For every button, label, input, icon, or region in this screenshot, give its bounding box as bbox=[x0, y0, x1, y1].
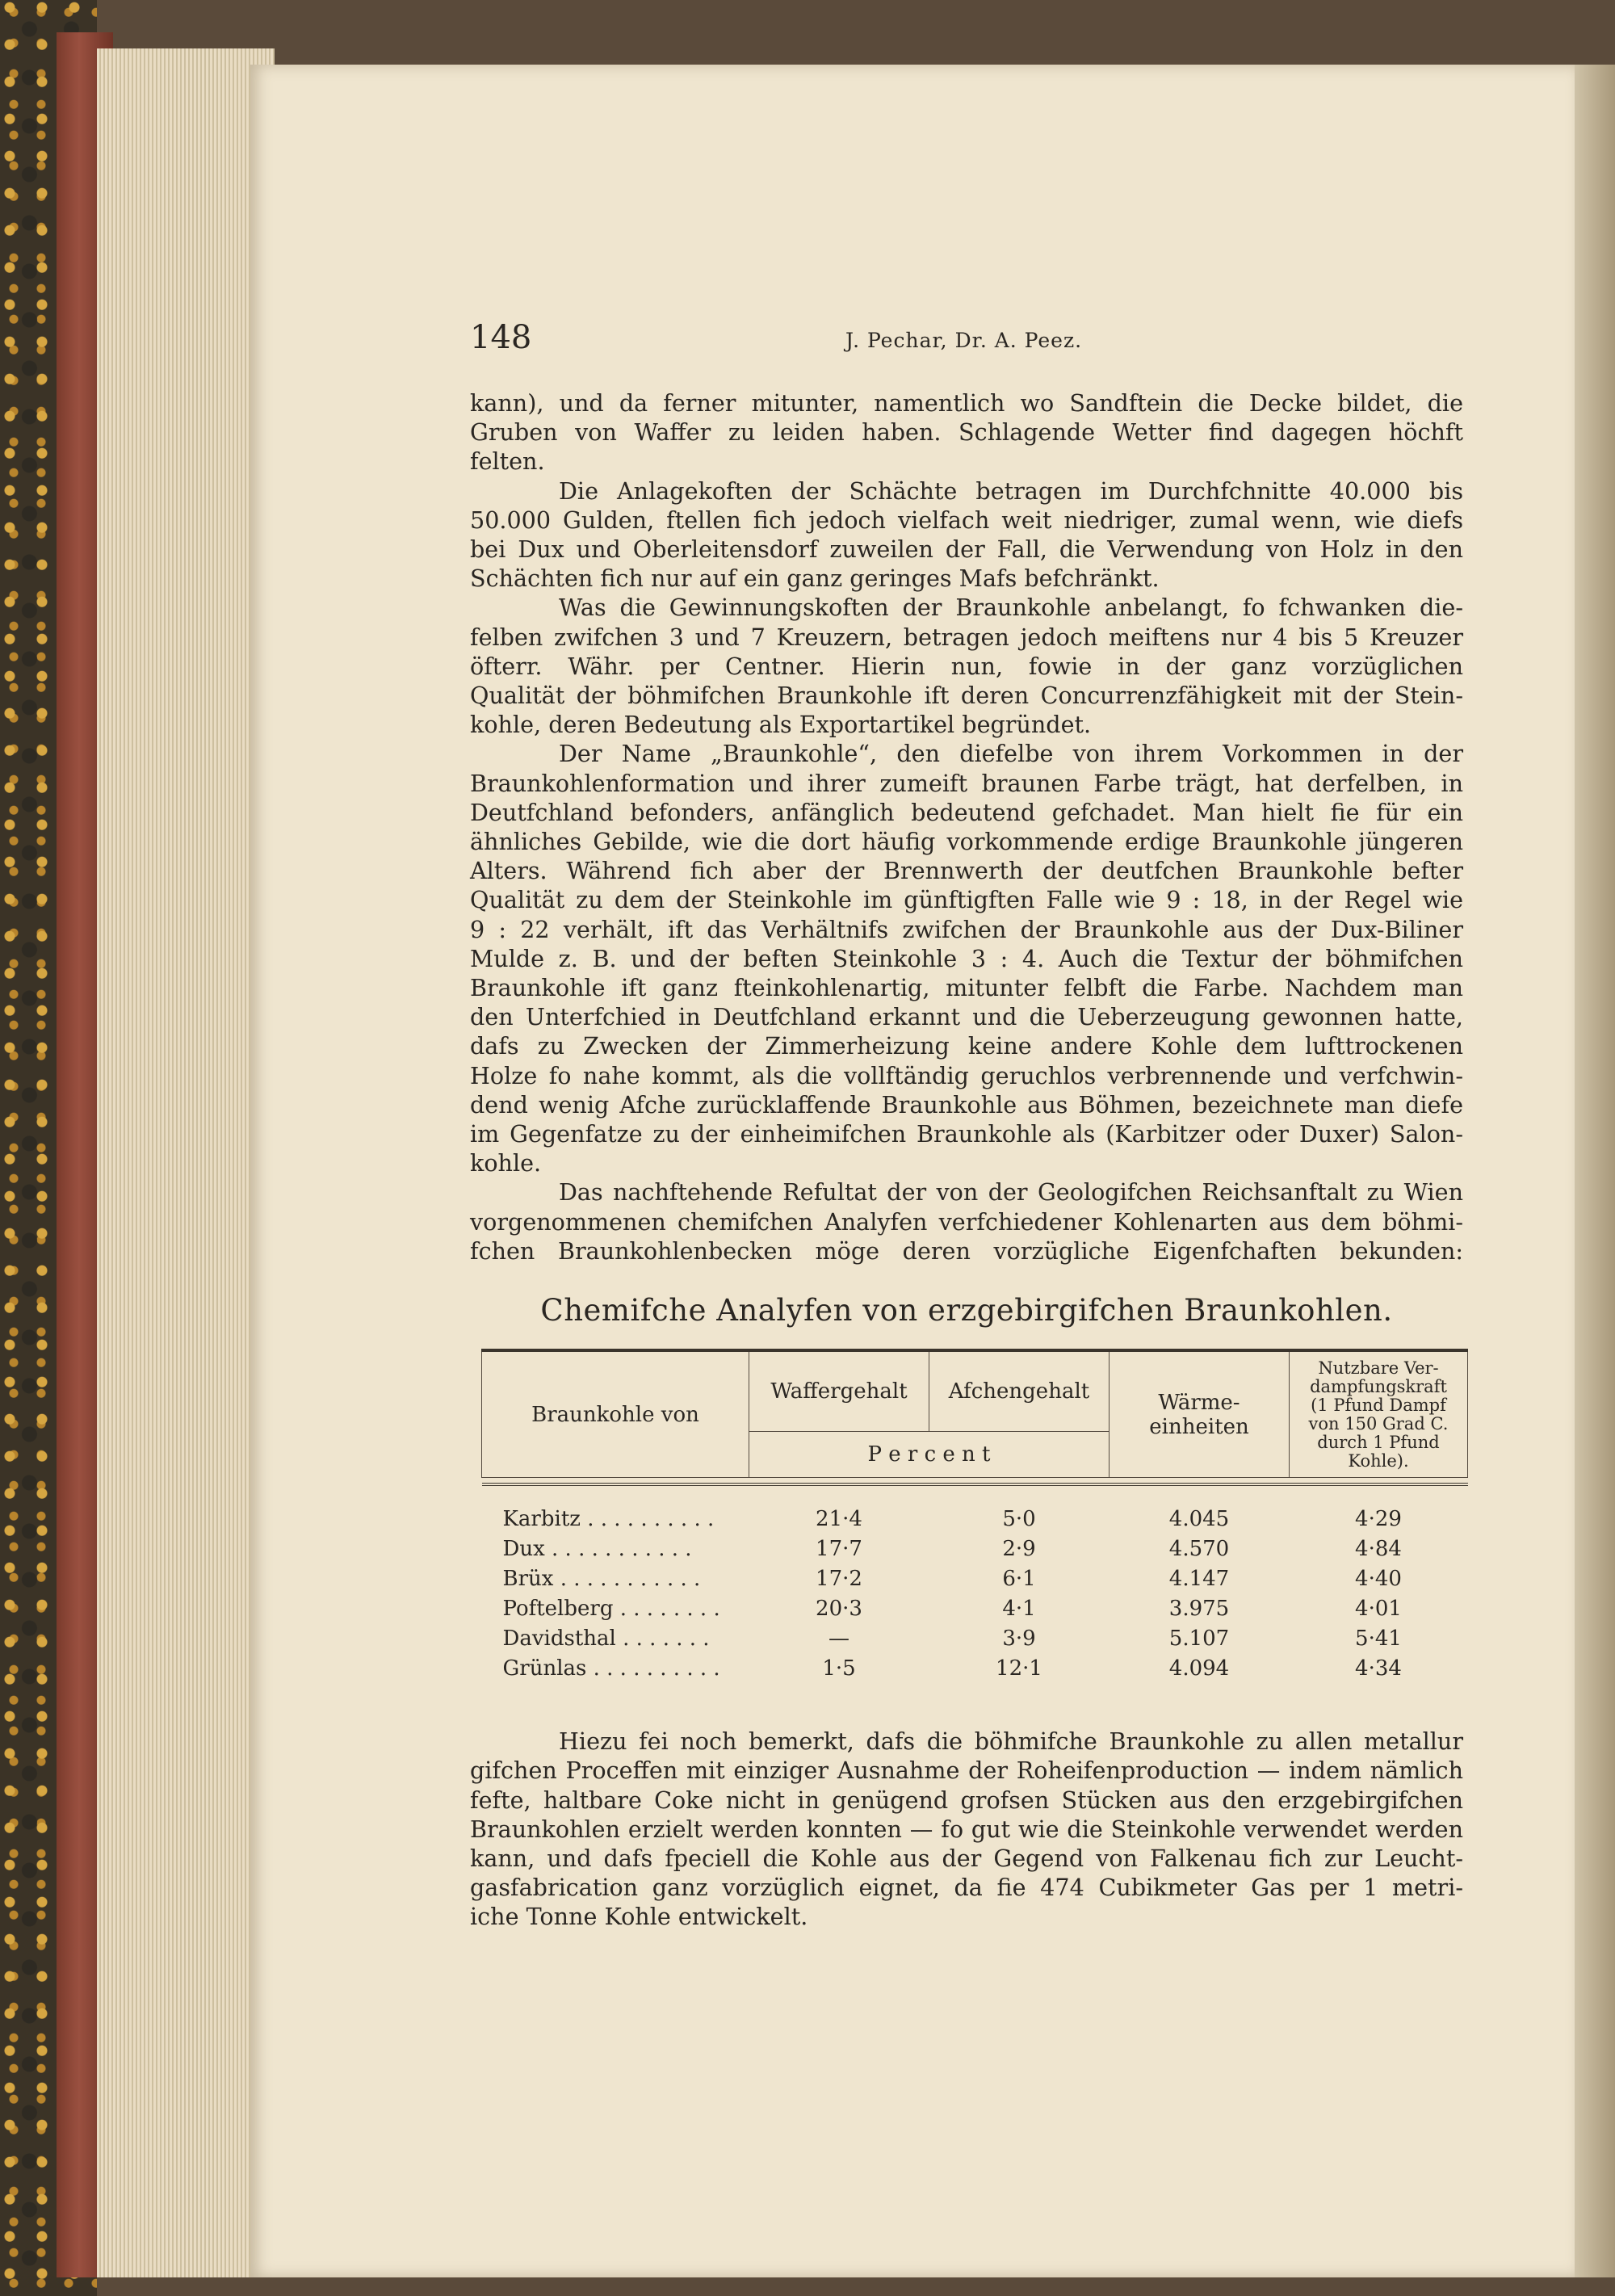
text-line: 50.000 Gulden, ftellen fich jedoch vielfach weit niedriger, zumal wenn, wie diefs bbox=[470, 506, 1463, 534]
text-line: Hiezu fei noch bemerkt, dafs die böhmifche Braunkohle zu allen metallur bbox=[559, 1727, 1463, 1756]
cell-name: Poftelberg . . . . . . . . bbox=[502, 1596, 720, 1621]
text-line: Das nachftehende Refultat der von der Geologifchen Reichsanftalt zu Wien bbox=[559, 1178, 1463, 1207]
table-title: Chemifche Analyfen von erzgebirgifchen Braunkohlen. bbox=[540, 1293, 1393, 1328]
cell-steam: 4·84 bbox=[1355, 1536, 1402, 1561]
cell-heat: 4.570 bbox=[1168, 1536, 1230, 1561]
header-steam-line-5: durch 1 Pfund bbox=[1317, 1432, 1440, 1452]
text-line: 9 : 22 verhält, ift das Verhältnifs zwifchen der Braunkohle aus der Dux-Biliner bbox=[470, 915, 1463, 943]
page-header bbox=[470, 319, 1463, 367]
text-line: kann), und da ferner mitunter, namentlich wo Sandftein die Decke bildet, die bbox=[470, 389, 1463, 417]
paragraph-4 bbox=[470, 739, 1463, 1177]
cell-ash: 2·9 bbox=[1002, 1536, 1036, 1561]
text-line: Was die Gewinnungskoften der Braunkohle anbelangt, fo fchwanken die- bbox=[559, 594, 1463, 622]
page-content bbox=[470, 319, 1463, 1932]
text-line: den Unterfchied in Deutfchland erkannt und die Ueberzeugung gewonnen hatte, bbox=[470, 1003, 1463, 1031]
text-line: iche Tonne Kohle entwickelt. bbox=[470, 1903, 808, 1931]
cell-name: Dux . . . . . . . . . . . bbox=[502, 1536, 692, 1561]
table-row bbox=[482, 1534, 1468, 1564]
text-line: Qualität der böhmifchen Braunkohle ift deren Concurrenzfähigkeit mit der Stein- bbox=[470, 682, 1463, 710]
text-line: kohle. bbox=[470, 1149, 542, 1177]
paragraph-6 bbox=[470, 1727, 1463, 1931]
text-line: kohle, deren Bedeutung als Exportartikel begründet. bbox=[470, 711, 1092, 739]
header-steam-line-6: Kohle). bbox=[1348, 1450, 1409, 1471]
cell-steam: 4·29 bbox=[1355, 1506, 1402, 1531]
paragraph-1 bbox=[470, 388, 1463, 476]
text-line: Holze fo nahe kommt, als die vollftändig geruchlos verbrennende und verfchwin- bbox=[470, 1061, 1463, 1089]
header-steam-line-1: Nutzbare Ver- bbox=[1318, 1358, 1439, 1378]
header-heat-line-1: Wärme- bbox=[1158, 1390, 1240, 1415]
cell-steam: 4·40 bbox=[1355, 1566, 1402, 1591]
analysis-table bbox=[481, 1349, 1468, 1683]
text-line: felten. bbox=[470, 447, 545, 476]
header-name: Braunkohle von bbox=[482, 1350, 749, 1478]
page-number: 148 bbox=[470, 319, 532, 356]
paragraph-5 bbox=[470, 1177, 1463, 1266]
header-heat-line-2: einheiten bbox=[1149, 1414, 1249, 1439]
cell-heat: 3.975 bbox=[1168, 1596, 1230, 1621]
text-line: öfterr. Währ. per Centner. Hierin nun, fowie in der ganz vorzüglichen bbox=[470, 652, 1463, 680]
text-line: Der Name „Braunkohle“, den diefelbe von ihrem Vorkommen in der bbox=[559, 740, 1463, 768]
text-line: gifchen Proceffen mit einziger Ausnahme der Roheifenproduction — indem nämlich bbox=[470, 1757, 1463, 1785]
cell-steam: 4·34 bbox=[1355, 1656, 1402, 1681]
cell-water: 17·7 bbox=[816, 1536, 862, 1561]
facing-page-edge bbox=[1575, 65, 1615, 2277]
text-line: dafs zu Zwecken der Zimmerheizung keine andere Kohle dem lufttrockenen bbox=[470, 1032, 1463, 1060]
text-line: Braunkohle ift ganz fteinkohlenartig, mitunter felbft die Farbe. Nachdem man bbox=[470, 974, 1463, 1002]
paragraph-2 bbox=[470, 476, 1463, 594]
page-stack bbox=[97, 48, 275, 2277]
text-line: vorgenommenen chemifchen Analyfen verfchiedener Kohlenarten aus dem böhmi- bbox=[470, 1207, 1463, 1236]
cell-ash: 3·9 bbox=[1002, 1626, 1036, 1651]
header-water: Waffergehalt bbox=[749, 1350, 929, 1432]
cell-water: 21·4 bbox=[816, 1506, 862, 1531]
cell-ash: 4·1 bbox=[1002, 1596, 1036, 1621]
cell-name: Karbitz . . . . . . . . . . bbox=[502, 1506, 715, 1531]
text-line: fchen Braunkohlenbecken möge deren vorzügliche Eigenfchaften bekunden: bbox=[470, 1236, 1463, 1265]
cell-ash: 5·0 bbox=[1002, 1506, 1036, 1531]
cell-heat: 5.107 bbox=[1168, 1626, 1230, 1651]
running-head: J. Pechar, Dr. A. Peez. bbox=[845, 329, 1083, 352]
table-row bbox=[482, 1564, 1468, 1593]
text-line: im Gegenfatze zu der einheimifchen Braunkohle als (Karbitzer oder Duxer) Salon- bbox=[470, 1120, 1463, 1148]
cell-heat: 4.147 bbox=[1168, 1566, 1230, 1591]
cell-steam: 4·01 bbox=[1355, 1596, 1402, 1621]
paragraph-3 bbox=[470, 593, 1463, 739]
text-line: Gruben von Waffer zu leiden haben. Schlagende Wetter find dagegen höchft bbox=[470, 418, 1463, 447]
cell-water: 20·3 bbox=[816, 1596, 862, 1621]
text-line: ähnliches Gebilde, wie die dort häufig vorkommende erdige Braunkohle jüngeren bbox=[470, 828, 1463, 856]
text-line: bei Dux und Oberleitensdorf zuweilen der Fall, die Verwendung von Holz in den bbox=[470, 535, 1463, 564]
cell-name: Grünlas . . . . . . . . . . bbox=[502, 1656, 720, 1681]
text-line: Mulde z. B. und der beften Steinkohle 3 : 4. Auch die Textur der böhmifchen bbox=[470, 944, 1463, 972]
text-line: Qualität zu dem der Steinkohle im günftigften Falle wie 9 : 18, in der Regel wie bbox=[470, 886, 1463, 914]
cell-ash: 6·1 bbox=[1002, 1566, 1036, 1591]
cell-heat: 4.094 bbox=[1168, 1656, 1230, 1681]
cell-water: — bbox=[828, 1626, 849, 1651]
cell-ash: 12·1 bbox=[996, 1656, 1042, 1681]
header-steam-line-4: von 150 Grad C. bbox=[1308, 1413, 1449, 1433]
text-line: Die Anlagekoften der Schächte betragen im Durchfchnitte 40.000 bis bbox=[559, 476, 1463, 505]
header-steam-line-2: dampfungskraft bbox=[1310, 1376, 1447, 1396]
cell-name: Davidsthal . . . . . . . bbox=[502, 1626, 710, 1651]
cell-water: 1·5 bbox=[822, 1656, 856, 1681]
table-row bbox=[482, 1623, 1468, 1653]
text-line: Schächten fich nur auf ein ganz geringes Mafs befchränkt. bbox=[470, 565, 1160, 593]
text-line: Braunkohlenformation und ihrer zumeift braunen Farbe trägt, hat derfelben, in bbox=[470, 769, 1463, 797]
header-percent: P e r c e n t bbox=[749, 1432, 1110, 1478]
text-line: gasfabrication ganz vorzüglich eignet, da fie 474 Cubikmeter Gas per 1 metri- bbox=[470, 1874, 1463, 1902]
text-line: dend wenig Afche zurücklaffende Braunkohle aus Böhmen, bezeichnete man diefe bbox=[470, 1090, 1463, 1119]
header-steam bbox=[1290, 1350, 1468, 1478]
header-ash: Afchengehalt bbox=[929, 1350, 1110, 1432]
text-line: kann, und dafs fpeciell die Kohle aus der Gegend von Falkenau fich zur Leucht- bbox=[470, 1844, 1463, 1872]
cell-water: 17·2 bbox=[816, 1566, 862, 1591]
header-steam-line-3: (1 Pfund Dampf bbox=[1311, 1395, 1446, 1415]
table-row bbox=[482, 1593, 1468, 1623]
text-line: fefte, haltbare Coke nicht in genügend grofsen Stücken aus den erzgebirgifchen bbox=[470, 1786, 1463, 1814]
cell-heat: 4.045 bbox=[1168, 1506, 1230, 1531]
cell-steam: 5·41 bbox=[1355, 1626, 1402, 1651]
cell-name: Brüx . . . . . . . . . . . bbox=[502, 1566, 701, 1591]
table-row bbox=[482, 1504, 1468, 1534]
header-heat bbox=[1110, 1350, 1290, 1478]
text-line: Deutfchland befonders, anfänglich bedeutend gefchadet. Man hielt fie für ein bbox=[470, 798, 1463, 826]
text-line: Braunkohlen erzielt werden konnten — fo gut wie die Steinkohle verwendet werden bbox=[470, 1815, 1463, 1843]
text-line: felben zwifchen 3 und 7 Kreuzern, betragen jedoch meiftens nur 4 bis 5 Kreuzer bbox=[470, 623, 1463, 651]
table-row bbox=[482, 1653, 1468, 1683]
text-line: Alters. Während fich aber der Brennwerth der deutfchen Braunkohle befter bbox=[470, 857, 1463, 885]
